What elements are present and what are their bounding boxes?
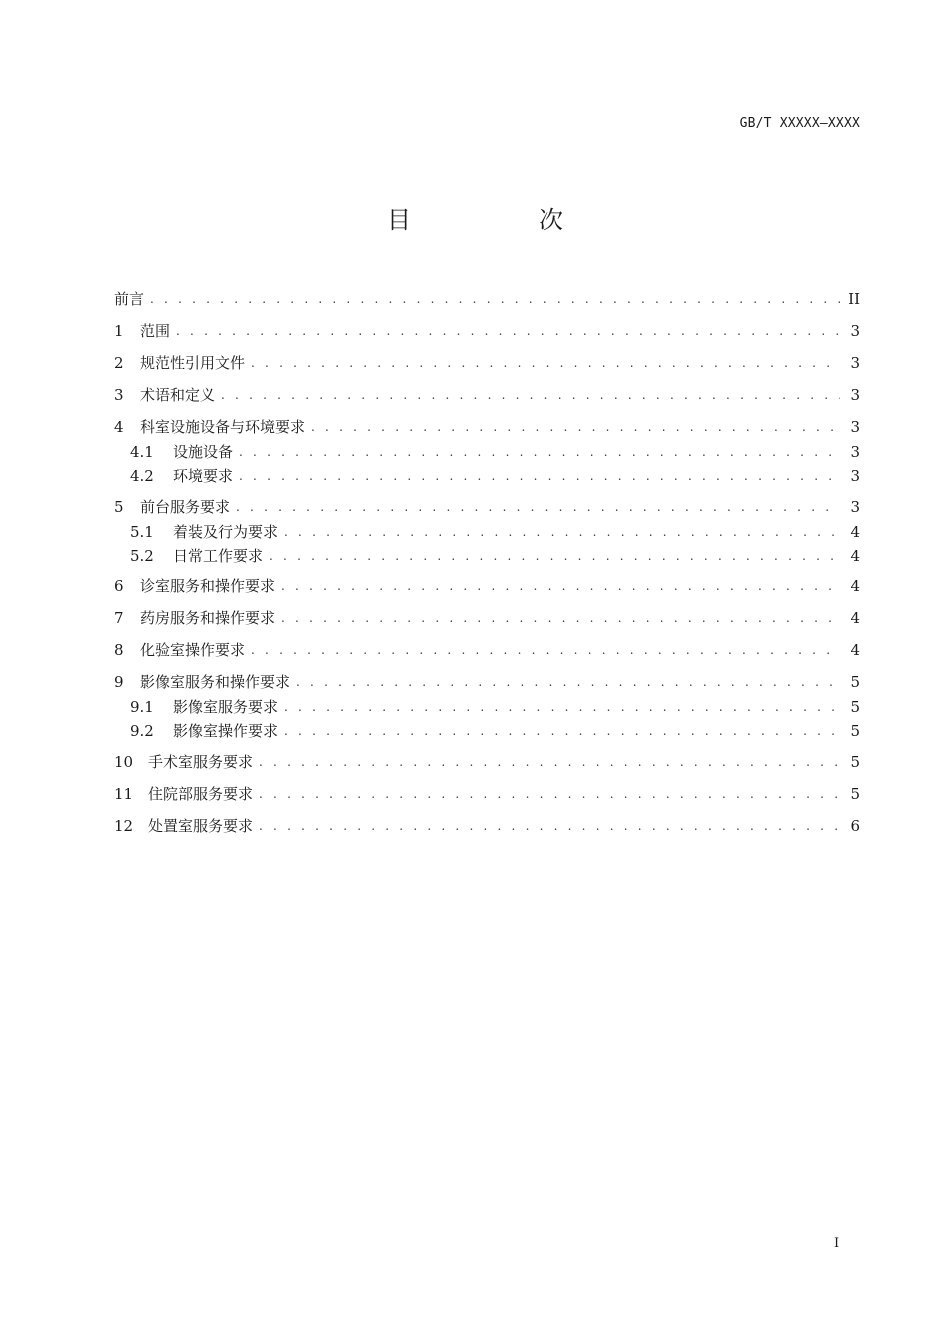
toc-label: 日常工作要求 <box>173 547 264 565</box>
toc-label: 环境要求 <box>173 467 234 485</box>
toc-number: 6 <box>114 577 124 595</box>
toc-label: 范围 <box>140 322 171 340</box>
toc-number: 8 <box>114 641 124 659</box>
toc-entry-12[interactable] <box>114 816 860 836</box>
toc-entry-8[interactable] <box>114 640 860 660</box>
page-title: 目 次 <box>387 206 615 234</box>
toc-number: 5.2 <box>130 547 154 565</box>
toc-leader-dots <box>269 546 840 566</box>
toc-page-number: 3 <box>850 386 860 404</box>
toc-entry-4-1[interactable] <box>114 442 860 462</box>
toc-entry-9-1[interactable] <box>114 697 860 717</box>
toc-label: 设施设备 <box>173 443 234 461</box>
toc-number: 1 <box>114 322 124 340</box>
toc-page-number: 3 <box>850 443 860 461</box>
toc-leader-dots <box>259 816 840 836</box>
toc-number: 4 <box>114 418 124 436</box>
toc-label: 诊室服务和操作要求 <box>140 577 276 595</box>
toc-label: 药房服务和操作要求 <box>140 609 276 627</box>
toc-label: 影像室服务和操作要求 <box>140 673 291 691</box>
toc-entry-3[interactable] <box>114 385 860 405</box>
toc-number: 11 <box>114 785 134 803</box>
toc-leader-dots <box>296 672 840 692</box>
toc-leader-dots <box>311 417 840 437</box>
toc-leader-dots <box>239 466 840 486</box>
toc-leader-dots <box>281 608 840 628</box>
toc-label: 规范性引用文件 <box>140 354 246 372</box>
toc-page-number: 4 <box>850 523 860 541</box>
toc-entry-1[interactable] <box>114 321 860 341</box>
toc-leader-dots <box>239 442 840 462</box>
toc-label: 手术室服务要求 <box>148 753 254 771</box>
toc-number: 5 <box>114 498 124 516</box>
toc-number: 9.1 <box>130 698 154 716</box>
toc-leader-dots <box>259 784 840 804</box>
document-code: GB/T XXXXX—XXXX <box>739 116 860 131</box>
toc-number: 7 <box>114 609 124 627</box>
toc-entry-9-2[interactable] <box>114 721 860 741</box>
toc-label: 影像室操作要求 <box>173 722 279 740</box>
toc-label: 前言 <box>114 290 145 308</box>
toc-leader-dots <box>176 321 840 341</box>
toc-leader-dots <box>221 385 840 405</box>
toc-leader-dots <box>259 752 840 772</box>
toc-page-number: II <box>848 290 860 308</box>
toc-entry-5-2[interactable] <box>114 546 860 566</box>
toc-number: 10 <box>114 753 134 771</box>
toc-leader-dots <box>284 697 840 717</box>
toc-page-number: 4 <box>850 641 860 659</box>
toc-entry-7[interactable] <box>114 608 860 628</box>
toc-entry-10[interactable] <box>114 752 860 772</box>
toc-page-number: 5 <box>850 698 860 716</box>
toc-entry-4[interactable] <box>114 417 860 437</box>
toc-page-number: 5 <box>850 673 860 691</box>
toc-number: 12 <box>114 817 134 835</box>
toc-leader-dots <box>284 522 840 542</box>
toc-page-number: 5 <box>850 722 860 740</box>
toc-number: 9 <box>114 673 124 691</box>
toc-page-number: 3 <box>850 354 860 372</box>
toc-page-number: 5 <box>850 753 860 771</box>
toc-number: 2 <box>114 354 124 372</box>
toc-label: 影像室服务要求 <box>173 698 279 716</box>
toc-page-number: 5 <box>850 785 860 803</box>
toc-entry-11[interactable] <box>114 784 860 804</box>
toc-leader-dots <box>251 640 840 660</box>
toc-leader-dots <box>281 576 840 596</box>
toc-entry-5-1[interactable] <box>114 522 860 542</box>
toc-page-number: 3 <box>850 498 860 516</box>
toc-leader-dots <box>150 289 840 309</box>
toc-entry-9[interactable] <box>114 672 860 692</box>
toc-entry-6[interactable] <box>114 576 860 596</box>
toc-page-number: 3 <box>850 322 860 340</box>
toc-number: 3 <box>114 386 124 404</box>
toc-entry-4-2[interactable] <box>114 466 860 486</box>
toc-page-number: 6 <box>850 817 860 835</box>
toc-page-number: 4 <box>850 547 860 565</box>
toc-label: 科室设施设备与环境要求 <box>140 418 306 436</box>
toc-page-number: 3 <box>850 467 860 485</box>
page-number: I <box>834 1236 840 1251</box>
toc-number: 9.2 <box>130 722 154 740</box>
toc-label: 术语和定义 <box>140 386 216 404</box>
toc-entry-foreword[interactable] <box>114 289 860 309</box>
toc-entry-2[interactable] <box>114 353 860 373</box>
toc-number: 5.1 <box>130 523 154 541</box>
toc-number: 4.1 <box>130 443 154 461</box>
toc-leader-dots <box>236 497 840 517</box>
toc-label: 住院部服务要求 <box>148 785 254 803</box>
toc-leader-dots <box>251 353 840 373</box>
toc-label: 着装及行为要求 <box>173 523 279 541</box>
toc-label: 前台服务要求 <box>140 498 231 516</box>
toc-page-number: 3 <box>850 418 860 436</box>
toc-label: 处置室服务要求 <box>148 817 254 835</box>
toc-number: 4.2 <box>130 467 154 485</box>
toc-page-number: 4 <box>850 609 860 627</box>
toc-leader-dots <box>284 721 840 741</box>
toc-label: 化验室操作要求 <box>140 641 246 659</box>
toc-page-number: 4 <box>850 577 860 595</box>
toc-entry-5[interactable] <box>114 497 860 517</box>
